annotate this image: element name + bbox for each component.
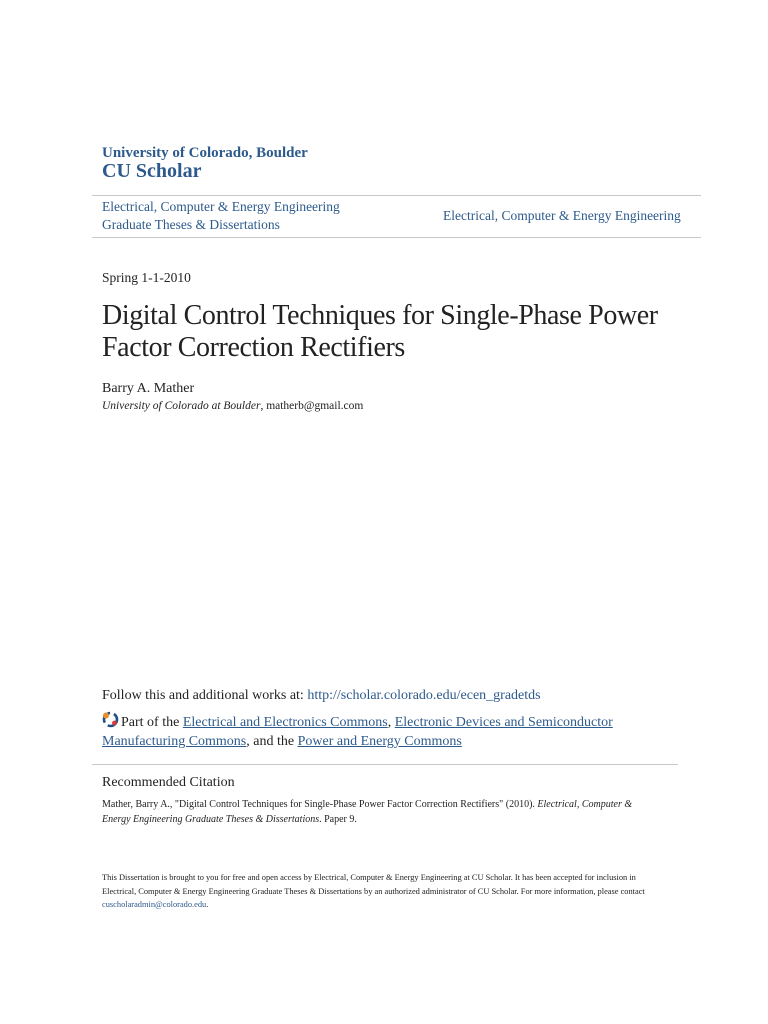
contact-email-link[interactable]: cuscholaradmin@colorado.edu bbox=[102, 900, 207, 909]
author-email: matherb@gmail.com bbox=[266, 400, 364, 412]
citation-plain: Mather, Barry A., "Digital Control Techniques for Single-Phase Power Factor Correction Rectifiers" (2010). bbox=[102, 799, 538, 810]
institution-name: University of Colorado, Boulder bbox=[102, 145, 308, 161]
citation-divider bbox=[92, 764, 678, 765]
notice-text: This Dissertation is brought to you for free and open access by Electrical, Computer & Energy Engineering at CU Scholar. It has been accepted for inclusion in Electrical, Computer & Energy Engineering Graduate Theses & Dissertations by an authorized administrator of CU Scholar. For more information, please contact bbox=[102, 873, 645, 896]
part-of-line bbox=[102, 711, 662, 751]
part-of-prefix: Part of the bbox=[121, 715, 183, 730]
author-affiliation bbox=[102, 400, 363, 412]
commons-link-electrical[interactable]: Electrical and Electronics Commons bbox=[182, 715, 388, 730]
part-of-sep2: , and the bbox=[246, 734, 298, 749]
affiliation-name: University of Colorado at Boulder bbox=[102, 400, 261, 412]
commons-link-power-energy[interactable]: Power and Energy Commons bbox=[297, 734, 462, 749]
affiliation-separator: , bbox=[260, 400, 267, 412]
document-title: Digital Control Techniques for Single-Phase Power Factor Correction Rectifiers bbox=[102, 300, 658, 363]
series-link-theses[interactable]: Graduate Theses & Dissertations bbox=[102, 217, 280, 232]
citation-end: . Paper 9. bbox=[319, 814, 357, 825]
citation-heading: Recommended Citation bbox=[102, 775, 235, 790]
follow-url-link[interactable]: http://scholar.colorado.edu/ecen_gradetds bbox=[307, 688, 541, 703]
series-link-department[interactable]: Electrical, Computer & Energy Engineering bbox=[102, 199, 340, 214]
part-of-sep1: , bbox=[387, 715, 395, 730]
follow-label: Follow this and additional works at: bbox=[102, 688, 308, 703]
publication-date: Spring 1-1-2010 bbox=[102, 270, 191, 285]
author-name: Barry A. Mather bbox=[102, 381, 195, 396]
follow-line bbox=[102, 688, 541, 704]
commons-link-electronic-devices[interactable]: Electronic Devices and Semiconductor Manufacturing Commons bbox=[102, 715, 613, 749]
repository-name[interactable]: CU Scholar bbox=[102, 160, 202, 182]
header-divider-bottom bbox=[92, 237, 701, 238]
department-link[interactable]: Electrical, Computer & Energy Engineering bbox=[443, 208, 681, 223]
commons-network-icon bbox=[102, 711, 119, 728]
access-notice bbox=[102, 871, 662, 912]
header-divider-top bbox=[92, 195, 701, 196]
citation-series: Electrical, Computer & Energy Engineering Graduate Theses & Dissertations bbox=[102, 799, 633, 825]
series-block bbox=[102, 198, 340, 234]
notice-end: . bbox=[206, 900, 209, 909]
citation-text bbox=[102, 797, 662, 827]
